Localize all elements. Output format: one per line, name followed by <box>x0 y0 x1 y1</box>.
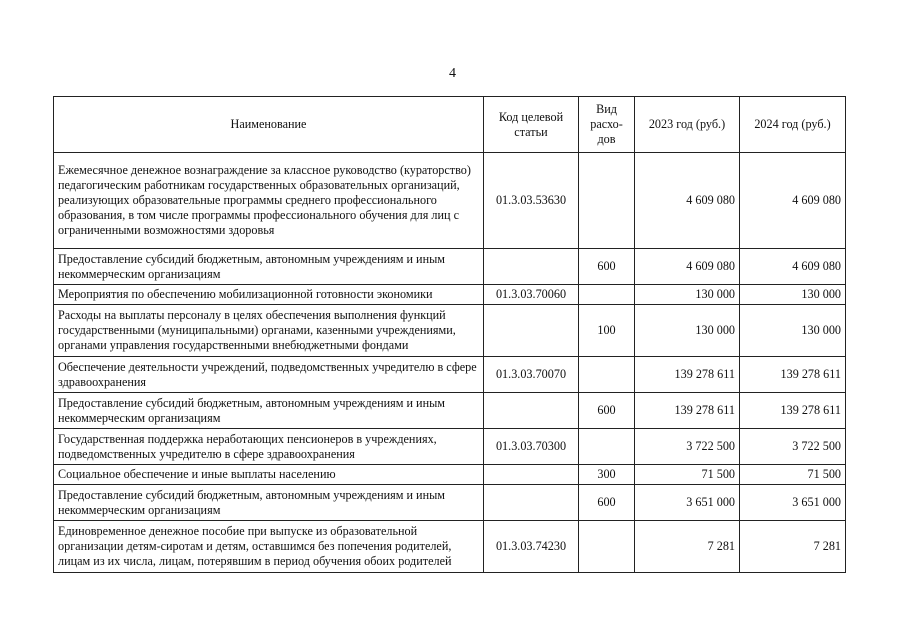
page-number: 4 <box>449 66 456 81</box>
row-type: 600 <box>579 485 635 521</box>
row-name: Предоставление субсидий бюджетным, автономным учреждениям и иным некоммерческим организациям <box>54 485 484 521</box>
row-name: Государственная поддержка неработающих пенсионеров в учреждениях, подведомственных учредителю в сфере здравоохранения <box>54 429 484 465</box>
row-type <box>579 429 635 465</box>
row-type: 600 <box>579 393 635 429</box>
row-year2: 4 609 080 <box>740 249 846 285</box>
header-code: Код целевой статьи <box>484 97 579 153</box>
row-name: Предоставление субсидий бюджетным, автономным учреждениям и иным некоммерческим организациям <box>54 249 484 285</box>
row-year1: 139 278 611 <box>635 357 740 393</box>
table-row <box>54 305 846 357</box>
header-year2: 2024 год (руб.) <box>740 97 846 153</box>
table-row <box>54 393 846 429</box>
row-year2: 130 000 <box>740 305 846 357</box>
row-year1: 139 278 611 <box>635 393 740 429</box>
row-year1: 4 609 080 <box>635 249 740 285</box>
row-year1: 71 500 <box>635 465 740 485</box>
row-year2: 7 281 <box>740 521 846 573</box>
table-row <box>54 521 846 573</box>
row-year1: 3 651 000 <box>635 485 740 521</box>
row-code <box>484 485 579 521</box>
row-code <box>484 305 579 357</box>
row-year2: 3 722 500 <box>740 429 846 465</box>
row-code <box>484 465 579 485</box>
row-year1: 3 722 500 <box>635 429 740 465</box>
row-code: 01.3.03.53630 <box>484 153 579 249</box>
row-type: 300 <box>579 465 635 485</box>
row-type <box>579 285 635 305</box>
header-type: Вид расхо-дов <box>579 97 635 153</box>
row-year2: 139 278 611 <box>740 357 846 393</box>
row-name: Расходы на выплаты персоналу в целях обеспечения выполнения функций государственными (муниципальными) органами, казенными учреждениями, органами управления государственными внебюджетными фондами <box>54 305 484 357</box>
row-code: 01.3.03.70060 <box>484 285 579 305</box>
row-year2: 3 651 000 <box>740 485 846 521</box>
row-code: 01.3.03.70070 <box>484 357 579 393</box>
row-year1: 130 000 <box>635 305 740 357</box>
row-code: 01.3.03.74230 <box>484 521 579 573</box>
row-name: Обеспечение деятельности учреждений, подведомственных учредителю в сфере здравоохранения <box>54 357 484 393</box>
table-row <box>54 429 846 465</box>
row-type <box>579 521 635 573</box>
table-row <box>54 285 846 305</box>
row-year2: 139 278 611 <box>740 393 846 429</box>
budget-table <box>53 96 846 573</box>
row-type: 100 <box>579 305 635 357</box>
row-name: Предоставление субсидий бюджетным, автономным учреждениям и иным некоммерческим организациям <box>54 393 484 429</box>
header-year1: 2023 год (руб.) <box>635 97 740 153</box>
row-year2: 71 500 <box>740 465 846 485</box>
row-type: 600 <box>579 249 635 285</box>
header-name: Наименование <box>54 97 484 153</box>
table-header-row <box>54 97 846 153</box>
row-name: Социальное обеспечение и иные выплаты населению <box>54 465 484 485</box>
row-name: Единовременное денежное пособие при выпуске из образовательной организации детям-сиротам и детям, оставшимся без попечения родителей, лицам из их числа, лицам, потерявшим в период обучения обоих родителей <box>54 521 484 573</box>
row-year1: 7 281 <box>635 521 740 573</box>
row-type <box>579 153 635 249</box>
row-code <box>484 393 579 429</box>
table-row <box>54 485 846 521</box>
row-name: Ежемесячное денежное вознаграждение за классное руководство (кураторство) педагогическим работникам государственных образовательных организаций, реализующих образовательные программы среднего профессионального образования, в том числе программы профессионального обучения для лиц с ограниченными возможностями здоровья <box>54 153 484 249</box>
row-year2: 4 609 080 <box>740 153 846 249</box>
row-year2: 130 000 <box>740 285 846 305</box>
table-row <box>54 249 846 285</box>
row-name: Мероприятия по обеспечению мобилизационной готовности экономики <box>54 285 484 305</box>
row-year1: 130 000 <box>635 285 740 305</box>
row-code <box>484 249 579 285</box>
table-row <box>54 465 846 485</box>
table-row <box>54 357 846 393</box>
row-type <box>579 357 635 393</box>
row-year1: 4 609 080 <box>635 153 740 249</box>
row-code: 01.3.03.70300 <box>484 429 579 465</box>
table-row <box>54 153 846 249</box>
